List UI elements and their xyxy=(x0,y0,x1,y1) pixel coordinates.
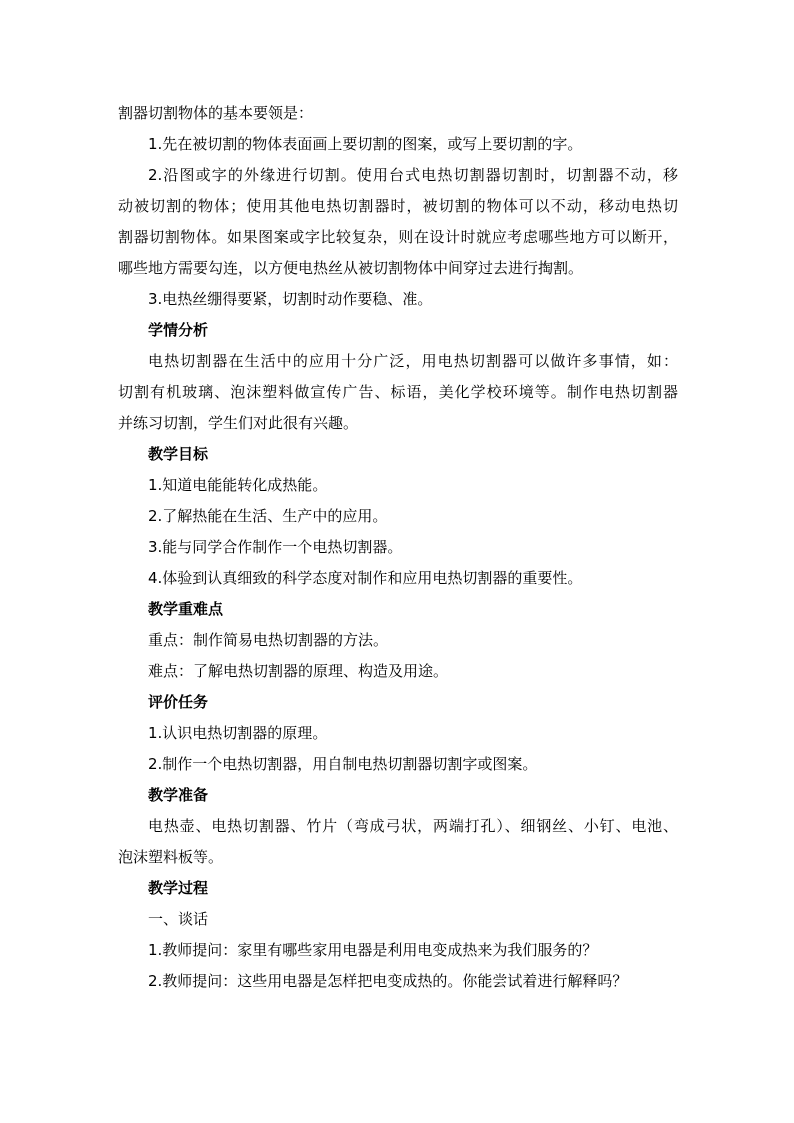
section-heading: 教学准备 xyxy=(148,786,209,804)
text-line: 一、谈话 xyxy=(148,910,209,928)
text-line: 动被切割的物体；使用其他电热切割器时，被切割的物体可以不动，移动电热切 xyxy=(118,197,678,215)
text-line: 1.知道电能能转化成热能。 xyxy=(148,476,328,494)
text-line: 难点：了解电热切割器的原理、构造及用途。 xyxy=(148,662,449,680)
text-line: 电热壶、电热切割器、竹片（弯成弓状，两端打孔）、细钢丝、小钉、电池、 xyxy=(148,817,678,835)
section-heading: 教学重难点 xyxy=(148,600,224,618)
text-line: 泡沫塑料板等。 xyxy=(118,848,224,866)
text-line: 1.认识电热切割器的原理。 xyxy=(148,724,328,742)
text-line: 重点：制作简易电热切割器的方法。 xyxy=(148,631,389,649)
text-line: 2.沿图或字的外缘进行切割。使用台式电热切割器切割时，切割器不动，移 xyxy=(148,166,678,184)
text-line: 3.能与同学合作制作一个电热切割器。 xyxy=(148,538,403,556)
text-line: 切割有机玻璃、泡沫塑料做宣传广告、标语，美化学校环境等。制作电热切割器 xyxy=(118,383,678,401)
text-line: 哪些地方需要勾连，以方便电热丝从被切割物体中间穿过去进行掏割。 xyxy=(118,259,584,277)
text-line: 3.电热丝绷得要紧，切割时动作要稳、准。 xyxy=(148,290,433,308)
text-line: 2.制作一个电热切割器，用自制电热切割器切割字或图案。 xyxy=(148,755,538,773)
section-heading: 教学过程 xyxy=(148,879,209,897)
text-line: 并练习切割，学生们对此很有兴趣。 xyxy=(118,414,359,432)
text-line: 1.教师提问：家里有哪些家用电器是利用电变成热来为我们服务的？ xyxy=(148,941,598,959)
text-line: 电热切割器在生活中的应用十分广泛，用电热切割器可以做许多事情，如： xyxy=(148,352,678,370)
text-line: 2.了解热能在生活、生产中的应用。 xyxy=(148,507,388,525)
text-line: 割器切割物体。如果图案或字比较复杂，则在设计时就应考虑哪些地方可以断开， xyxy=(118,228,678,246)
text-line: 割器切割物体的基本要领是： xyxy=(118,104,314,122)
section-heading: 学情分析 xyxy=(148,321,209,339)
section-heading: 教学目标 xyxy=(148,445,209,463)
text-line: 4.体验到认真细致的科学态度对制作和应用电热切割器的重要性。 xyxy=(148,569,583,587)
text-line: 2.教师提问：这些用电器是怎样把电变成热的。你能尝试着进行解释吗？ xyxy=(148,972,628,990)
text-line: 1.先在被切割的物体表面画上要切割的图案，或写上要切割的字。 xyxy=(148,135,583,153)
section-heading: 评价任务 xyxy=(148,693,209,711)
